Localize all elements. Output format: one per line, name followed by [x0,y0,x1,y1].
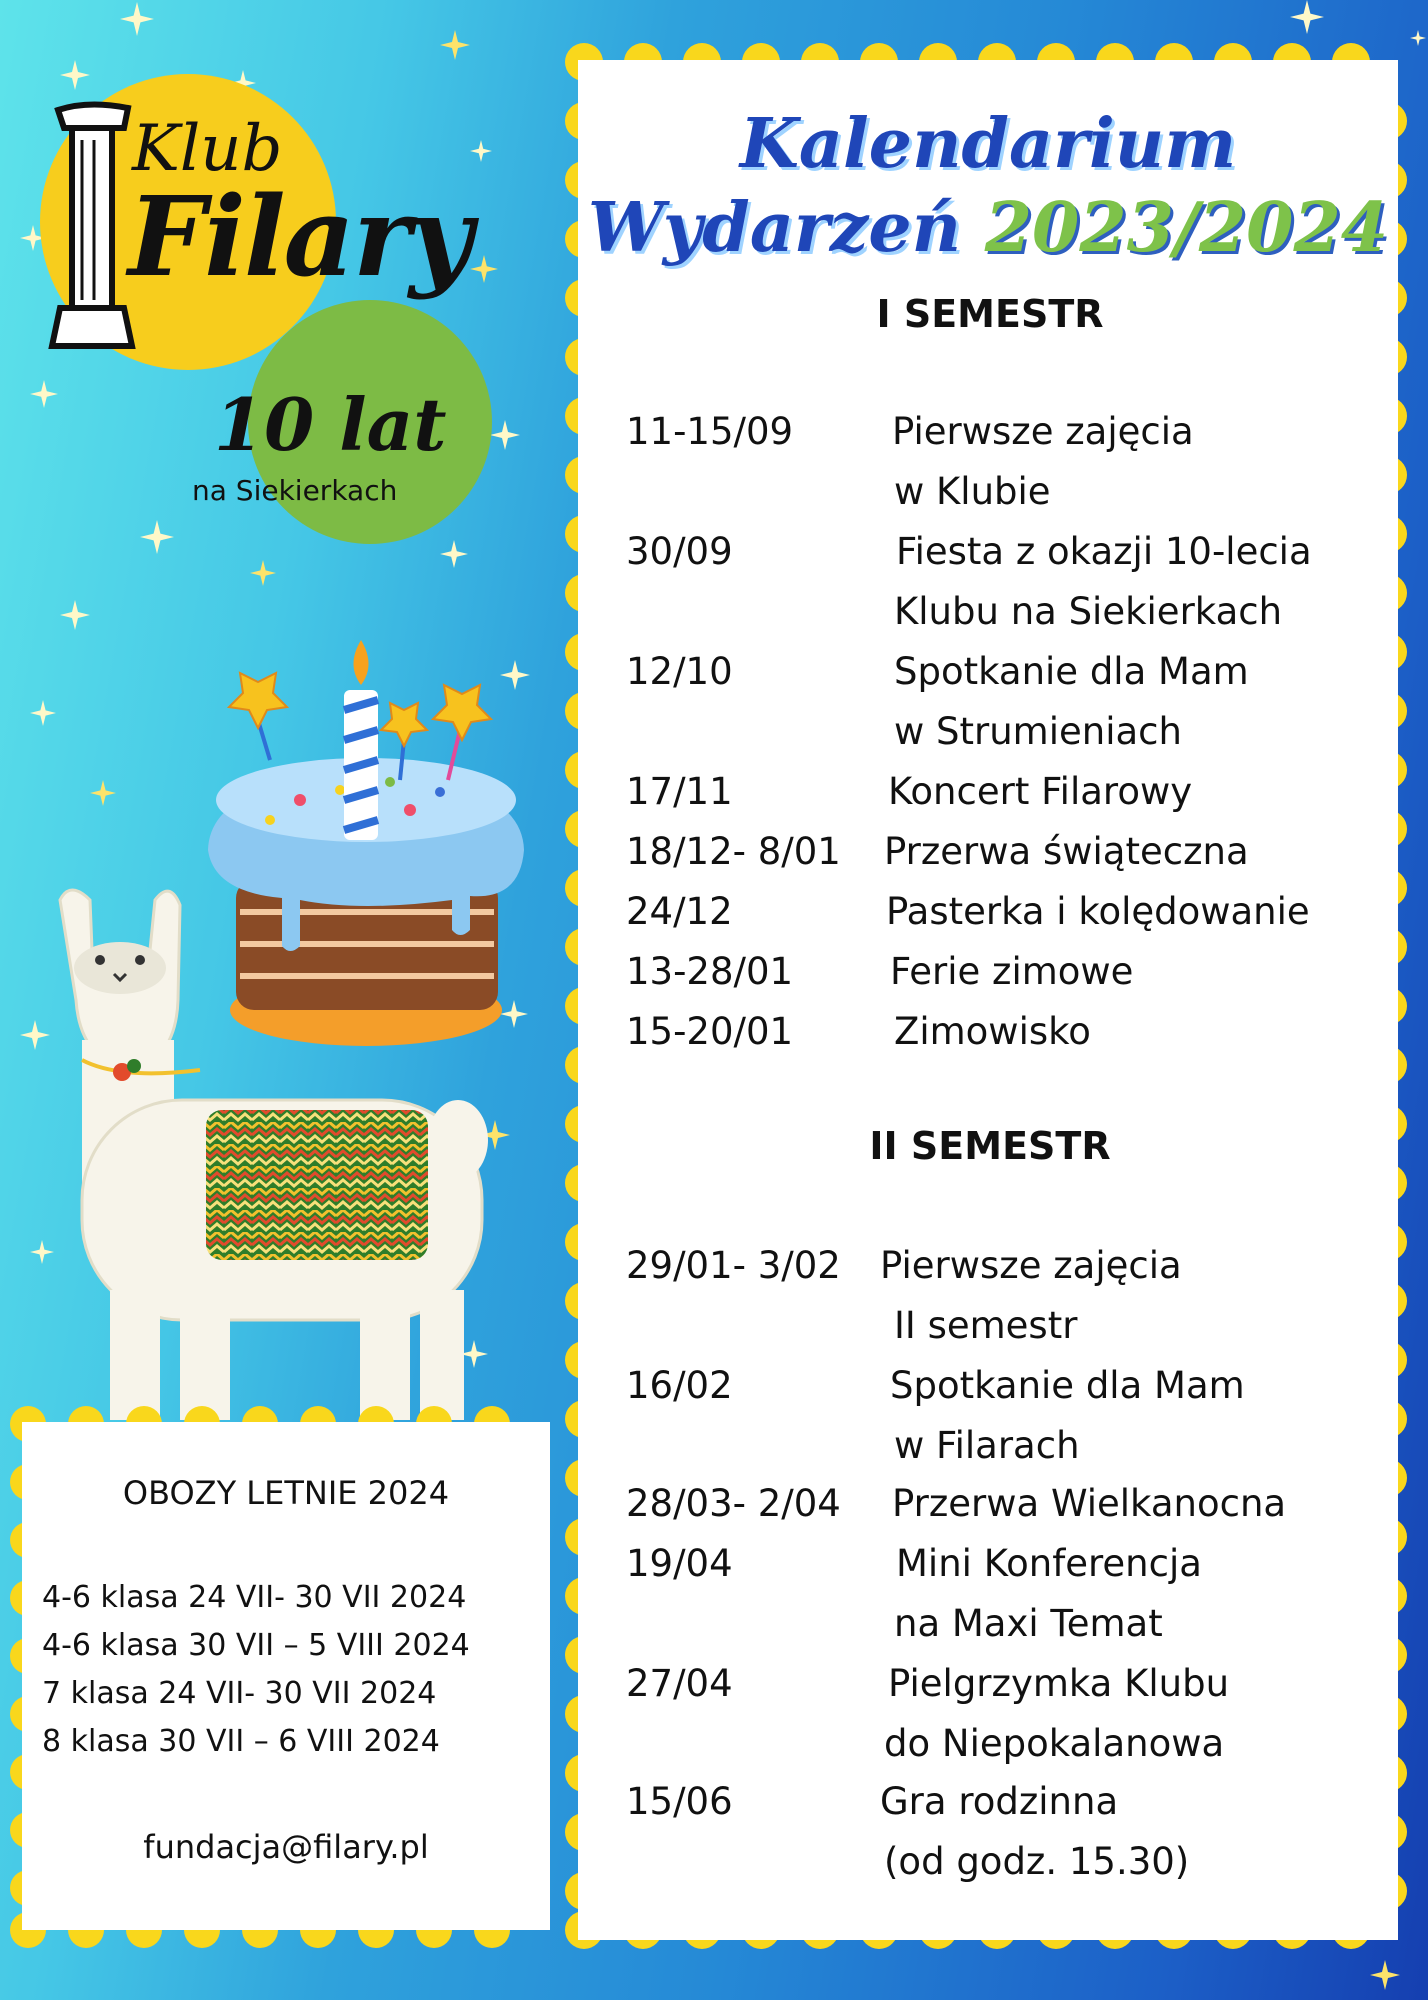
camp-item: 4-6 klasa 24 VII- 30 VII 2024 [42,1580,467,1615]
summer-camps-title: OBOZY LETNIE 2024 [122,1474,450,1512]
event-title-line2: Klubu na Siekierkach [894,590,1283,633]
calendar-title-word: Wydarzeń [587,188,985,268]
event-title: Pierwsze zajęcia [892,410,1194,453]
event-date: 17/11 [626,770,733,813]
camp-item: 4-6 klasa 30 VII – 5 VIII 2024 [42,1628,470,1663]
event-date: 27/04 [626,1662,733,1705]
event-title-line2: w Strumieniach [894,710,1182,753]
contact-email[interactable]: fundacja@filary.pl [143,1828,429,1866]
event-title: Pielgrzymka Klubu [888,1662,1230,1705]
event-date: 18/12- 8/01 [626,830,841,873]
event-title: Koncert Filarowy [888,770,1193,813]
event-date: 28/03- 2/04 [626,1482,841,1525]
camp-item: 8 klasa 30 VII – 6 VIII 2024 [42,1724,440,1759]
event-date: 29/01- 3/02 [626,1244,841,1287]
event-title: Przerwa świąteczna [884,830,1249,873]
event-date: 11-15/09 [626,410,794,453]
event-title: Zimowisko [894,1010,1091,1053]
event-title: Pasterka i kolędowanie [886,890,1310,933]
event-date: 12/10 [626,650,733,693]
event-date: 15/06 [626,1780,733,1823]
event-title-line2: w Klubie [894,470,1051,513]
calendar-panel [578,60,1398,1940]
event-date: 15-20/01 [626,1010,794,1053]
event-title-line2: w Filarach [894,1424,1080,1467]
event-title: Fiesta z okazji 10-lecia [896,530,1312,573]
event-title: Gra rodzinna [880,1780,1119,1823]
logo-place-text: na Siekierkach [192,474,398,507]
event-title: Spotkanie dla Mam [890,1364,1245,1407]
event-date: 13-28/01 [626,950,794,993]
event-title: Spotkanie dla Mam [894,650,1249,693]
logo-klub-text: Klub [132,112,283,186]
semester-1-heading: I SEMESTR [876,292,1104,336]
event-title: Ferie zimowe [890,950,1134,993]
calendar-title-year: 2023/2024 [984,188,1389,268]
logo-anniversary-text: 10 lat [214,382,447,467]
event-date: 24/12 [626,890,733,933]
calendar-title-line1: Kalendarium [739,104,1237,184]
logo-filary-text: Filary [128,172,471,301]
event-title-line2: (od godz. 15.30) [884,1840,1190,1883]
calendar-title-line2 [578,188,1398,268]
event-title: Mini Konferencja [896,1542,1202,1585]
event-title-line2: II semestr [894,1304,1078,1347]
event-date: 30/09 [626,530,733,573]
event-title: Przerwa Wielkanocna [892,1482,1287,1525]
birthday-cake-illustration [208,640,524,1046]
event-title-line2: na Maxi Temat [894,1602,1163,1645]
camp-item: 7 klasa 24 VII- 30 VII 2024 [42,1676,437,1711]
event-title-line2: do Niepokalanowa [884,1722,1225,1765]
event-date: 16/02 [626,1364,733,1407]
semester-2-heading: II SEMESTR [869,1124,1111,1168]
event-date: 19/04 [626,1542,733,1585]
event-title: Pierwsze zajęcia [880,1244,1182,1287]
